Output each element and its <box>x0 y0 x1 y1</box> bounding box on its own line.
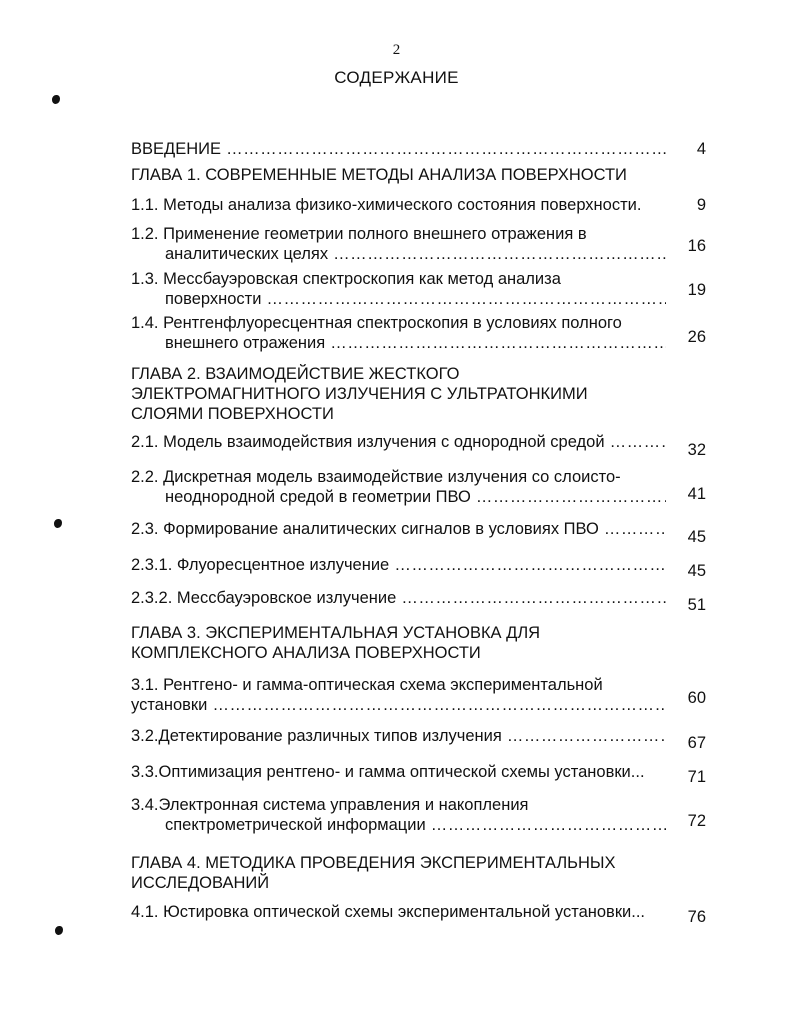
chapter-3-title[interactable] <box>131 623 731 663</box>
toc-entry-text-cont: поверхности …………………………………………………………………………………………………………………………………………………………… <box>131 289 666 309</box>
toc-entry-text: 1.1. Методы анализа физико-химического состояния поверхности. <box>131 196 642 214</box>
toc-entry-text: 2.3. Формирование аналитических сигналов в условиях ПВО …………………………………………………………………………………………………………………………………………………………… <box>131 519 666 539</box>
page-title: СОДЕРЖАНИЕ <box>334 68 459 87</box>
toc-entry[interactable] <box>131 519 706 546</box>
toc-entry-text-cont: внешнего отражения …………………………………………………………………………………………………………………………………………………………… <box>131 333 666 353</box>
toc-entry-page: 19 <box>687 281 706 299</box>
chapter-2-title[interactable] <box>131 364 731 424</box>
chapter-4-title[interactable] <box>131 853 731 893</box>
toc-entry-text: 3.3.Оптимизация рентгено- и гамма оптической схемы установки... <box>131 763 645 781</box>
toc-entry-text: 1.3. Мессбауэровская спектроскопия как метод анализа <box>131 270 561 288</box>
chapter-title-line: ИССЛЕДОВАНИЙ <box>131 874 270 892</box>
chapter-title-line: ЭЛЕКТРОМАГНИТНОГО ИЗЛУЧЕНИЯ С УЛЬТРАТОНКИМИ <box>131 385 588 403</box>
toc-entry[interactable] <box>131 467 706 507</box>
toc-entry[interactable] <box>131 762 706 786</box>
toc-entry-text: 4.1. Юстировка оптической схемы экспериментальной установки... <box>131 903 646 921</box>
toc-entry-text: 1.4. Рентгенфлуоресцентная спектроскопия в условиях полного <box>131 314 622 332</box>
toc-entry-page: 72 <box>687 812 706 830</box>
toc-entry-text: 2.2. Дискретная модель взаимодействие излучения со слоисто- <box>131 468 621 486</box>
chapter-title-line: ГЛАВА 2. ВЗАИМОДЕЙСТВИЕ ЖЕСТКОГО <box>131 365 460 383</box>
toc-entry[interactable] <box>131 195 706 215</box>
toc-entry-intro[interactable] <box>131 139 706 159</box>
toc-entry-text: 2.3.2. Мессбауэровское излучение …………………………………………………………………………………………………………………………………………………………… <box>131 588 666 608</box>
toc-entry-text: ВВЕДЕНИЕ …………………………………………………………………………………………………………………………………………………………… <box>131 139 666 159</box>
toc-entry-text-cont: неоднородной средой в геометрии ПВО …………………………………………………………………………………………………………………………………………………………… <box>131 487 666 507</box>
toc-entry-page: 4 <box>696 140 706 158</box>
toc-entry-page: 26 <box>687 328 706 346</box>
toc-entry-page: 41 <box>687 485 706 503</box>
scan-speck <box>54 519 62 528</box>
toc-entry-page: 9 <box>696 196 706 214</box>
toc-entry-page: 45 <box>687 562 706 580</box>
toc-entry[interactable] <box>131 432 706 459</box>
chapter-title-line: ГЛАВА 4. МЕТОДИКА ПРОВЕДЕНИЯ ЭКСПЕРИМЕНТАЛЬНЫХ <box>131 854 616 872</box>
toc-entry-page: 32 <box>687 441 706 459</box>
toc-entry[interactable] <box>131 313 706 353</box>
toc-entry[interactable] <box>131 555 706 580</box>
toc-entry-text: 1.2. Применение геометрии полного внешнего отражения в <box>131 225 587 243</box>
toc-entry-text: 2.3.1. Флуоресцентное излучение …………………………………………………………………………………………………………………………………………………………… <box>131 555 666 575</box>
chapter-title-line: КОМПЛЕКСНОГО АНАЛИЗА ПОВЕРХНОСТИ <box>131 644 481 662</box>
scan-speck <box>52 95 60 104</box>
toc-entry[interactable] <box>131 902 706 926</box>
toc-entry[interactable] <box>131 726 706 752</box>
toc-entry-text-cont: спектрометрической информации …………………………………………………………………………………………………………………………………………………………… <box>131 815 666 835</box>
toc-entry-text-cont: аналитических целях …………………………………………………………………………………………………………………………………………………………… <box>131 244 666 264</box>
toc-entry-page: 16 <box>687 237 706 255</box>
toc-entry-page: 51 <box>687 596 706 614</box>
toc-entry-page: 60 <box>687 689 706 707</box>
toc-entry-text: 3.4.Электронная система управления и накопления <box>131 796 529 814</box>
toc-entry-page: 45 <box>687 528 706 546</box>
toc-entry-page: 71 <box>687 768 706 786</box>
chapter-title-line: СЛОЯМИ ПОВЕРХНОСТИ <box>131 405 334 423</box>
page-number: 2 <box>392 42 401 58</box>
toc-entry[interactable] <box>131 588 706 614</box>
toc-entry[interactable] <box>131 269 706 309</box>
toc-entry-text: 3.1. Рентгено- и гамма-оптическая схема экспериментальной <box>131 676 603 694</box>
toc-entry-text-cont: установки …………………………………………………………………………………………………………………………………………………………… <box>131 695 666 715</box>
toc-entry-page: 67 <box>687 734 706 752</box>
toc-entry-text: 3.2.Детектирование различных типов излучения …………………………………………………………………………………………………………………………………………………………… <box>131 726 666 746</box>
chapter-1-title[interactable]: ГЛАВА 1. СОВРЕМЕННЫЕ МЕТОДЫ АНАЛИЗА ПОВЕРХНОСТИ <box>131 166 627 184</box>
toc-entry[interactable] <box>131 224 706 264</box>
toc-entry[interactable] <box>131 795 706 835</box>
scan-speck <box>55 926 63 935</box>
chapter-title-line: ГЛАВА 3. ЭКСПЕРИМЕНТАЛЬНАЯ УСТАНОВКА ДЛЯ <box>131 624 541 642</box>
toc-entry-text: 2.1. Модель взаимодействия излучения с однородной средой …………………………………………………………………………………………………………………………………………………………… <box>131 432 666 452</box>
toc-entry[interactable] <box>131 675 706 715</box>
toc-entry-page: 76 <box>687 908 706 926</box>
